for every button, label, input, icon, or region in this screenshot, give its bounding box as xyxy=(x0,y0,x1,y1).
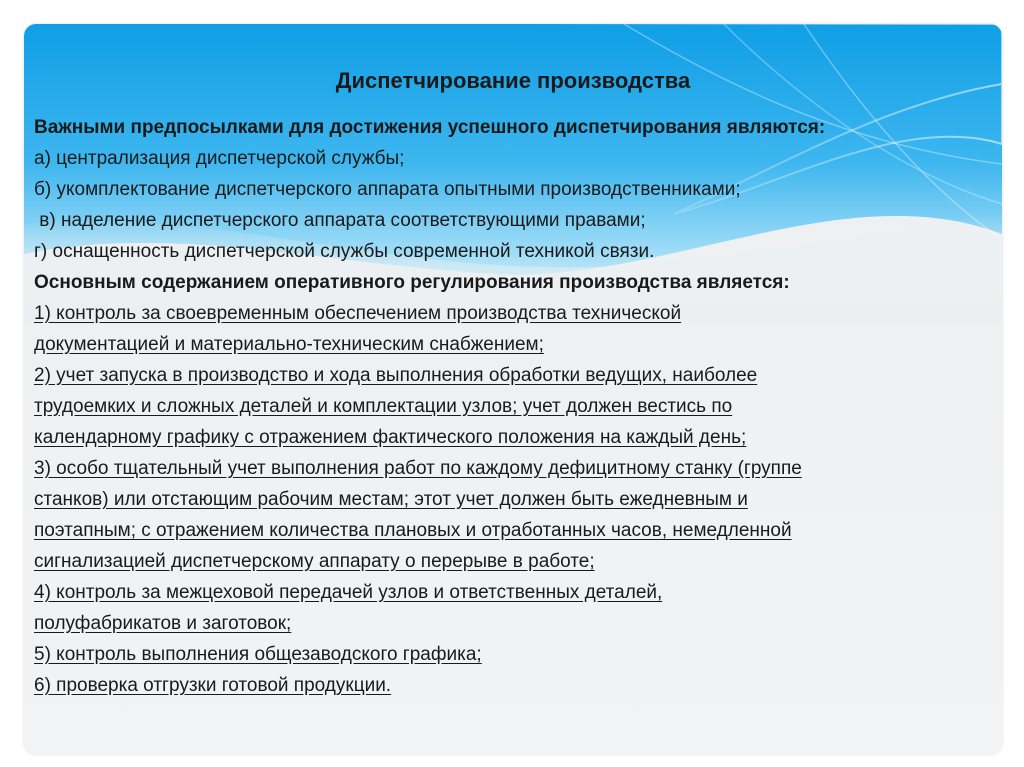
list-item-line: 4) контроль за межцеховой передачей узлов и ответственных деталей, xyxy=(34,582,663,603)
text-line: г) оснащенность диспетчерской службы современной техникой связи. xyxy=(34,241,655,262)
text-line: б) укомплектование диспетчерского аппарата опытными производственниками; xyxy=(34,179,741,200)
list-item-line: документацией и материально-техническим снабжением; xyxy=(34,334,544,355)
list-item-line: календарному графику с отражением фактического положения на каждый день; xyxy=(34,427,747,448)
list-item-line: трудоемких и сложных деталей и комплектации узлов; учет должен вестись по xyxy=(34,396,733,417)
page-title: Диспетчирование производства xyxy=(335,68,691,93)
list-item-line: станков) или отстающим рабочим местам; этот учет должен быть ежедневным и xyxy=(34,489,748,510)
list-item-line: 2) учет запуска в производство и хода выполнения обработки ведущих, наиболее xyxy=(34,365,758,386)
text-line: Основным содержанием оперативного регулирования производства является: xyxy=(34,272,790,293)
list-item-line: поэтапным; с отражением количества плановых и отработанных часов, немедленной xyxy=(34,520,792,541)
body-text xyxy=(34,112,994,701)
content-panel xyxy=(24,24,1002,754)
text-line: а) централизация диспетчерской службы; xyxy=(34,148,405,169)
list-item-line: полуфабрикатов и заготовок; xyxy=(34,613,292,634)
list-item-line: 1) контроль за своевременным обеспечением производства технической xyxy=(34,303,682,324)
text-line: в) наделение диспетчерского аппарата соответствующими правами; xyxy=(34,210,646,231)
list-item-line: сигнализацией диспетчерскому аппарату о перерыве в работе; xyxy=(34,551,595,572)
list-item-line: 5) контроль выполнения общезаводского графика; xyxy=(34,644,482,665)
list-item-line: 3) особо тщательный учет выполнения работ по каждому дефицитному станку (группе xyxy=(34,458,802,479)
list-item-line: 6) проверка отгрузки готовой продукции. xyxy=(34,675,392,696)
text-line: Важными предпосылками для достижения успешного диспетчирования являются: xyxy=(34,117,826,138)
